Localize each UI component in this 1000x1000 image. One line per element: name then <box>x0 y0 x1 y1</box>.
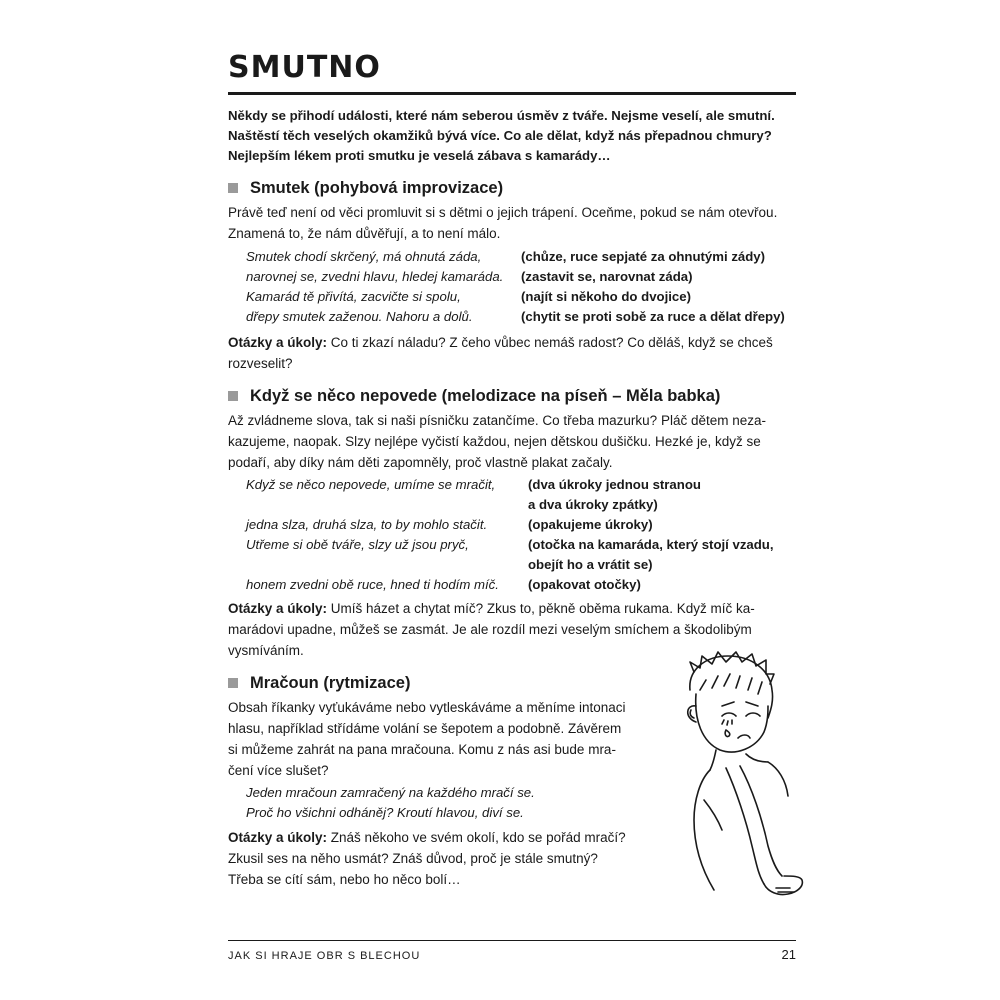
questions-text: Třeba se cítí sám, nebo ho něco bolí… <box>228 872 461 887</box>
verse-line <box>246 495 528 515</box>
section-title: Smutek (pohybová improvizace) <box>250 178 504 197</box>
verse-line: jedna slza, druhá slza, to by mohlo stačit. <box>246 517 488 532</box>
questions-label: Otázky a úkoly: <box>228 830 328 845</box>
intro-paragraph <box>228 106 796 166</box>
page-title: SMUTNO <box>228 50 381 85</box>
questions-text: Zkusil ses na něho usmát? Znáš důvod, proč je stále smutný? <box>228 851 598 866</box>
book-title-footer: JAK SI HRAJE OBR S BLECHOU <box>228 950 421 962</box>
verse-line: Utřeme si obě tváře, slzy už jsou pryč, <box>246 537 469 552</box>
action-note: (najít si někoho do dvojice) <box>521 289 691 304</box>
intro-line: Naštěstí těch veselých okamžiků bývá více. Co ale dělat, když nás přepadnou chmury? <box>228 128 772 143</box>
sad-child-illustration <box>660 650 810 900</box>
paragraph-line: čení více slušet? <box>228 763 329 778</box>
section-title: Když se něco nepovede (melodizace na píseň – Měla babka) <box>250 386 721 405</box>
paragraph-line: kazujeme, naopak. Slzy nejlépe vyčistí každou, nejen dětskou dušičku. Hezké je, když se <box>228 434 761 449</box>
verse-line: Smutek chodí skrčený, má ohnutá záda, <box>246 249 482 264</box>
square-bullet-icon <box>228 678 238 688</box>
questions-text: vysmíváním. <box>228 643 304 658</box>
paragraph-line: Právě teď není od věci promluvit si s dětmi o jejich trápení. Oceňme, pokud se nám otevřou. <box>228 205 778 220</box>
page-number: 21 <box>781 947 796 962</box>
questions-text: Znáš někoho ve svém okolí, kdo se pořád mračí? <box>327 830 626 845</box>
paragraph-line: si můžeme zahrát na pana mračouna. Komu z nás asi bude mra- <box>228 742 616 757</box>
paragraph-line: podaří, aby díky nám děti zapomněly, proč vlastně plakat začaly. <box>228 455 613 470</box>
action-note: obejít ho a vrátit se) <box>528 557 653 572</box>
questions-text: Co ti zkazí náladu? Z čeho vůbec nemáš radost? Co děláš, když se chceš <box>327 335 773 350</box>
verse-line: Jeden mračoun zamračený na každého mračí se. <box>246 785 535 800</box>
questions-text: marádovi upadne, můžeš se zasmát. Je ale rozdíl mezi veselým smíchem a škodolibým <box>228 622 752 637</box>
verse-line: Kamarád tě přivítá, zacvičte si spolu, <box>246 289 461 304</box>
section-paragraph <box>228 202 796 244</box>
action-note: (zastavit se, narovnat záda) <box>521 269 693 284</box>
verse-line: dřepy smutek zaženou. Nahoru a dolů. <box>246 309 473 324</box>
questions-label: Otázky a úkoly: <box>228 601 328 616</box>
section-title: Mračoun (rytmizace) <box>250 673 411 692</box>
action-note: a dva úkroky zpátky) <box>528 497 658 512</box>
questions-block <box>228 827 648 890</box>
paragraph-line: hlasu, například střídáme volání se šepotem a podobně. Závěrem <box>228 721 622 736</box>
verse-line <box>246 555 528 575</box>
questions-block <box>228 332 796 374</box>
action-note: (opakujeme úkroky) <box>528 517 653 532</box>
verse-line: honem zvedni obě ruce, hned ti hodím míč. <box>246 577 499 592</box>
action-note: (chůze, ruce sepjaté za ohnutými zády) <box>521 249 766 264</box>
paragraph-line: Až zvládneme slova, tak si naši písničku zatančíme. Co třeba mazurku? Pláč dětem neza- <box>228 413 766 428</box>
verse-line: Proč ho všichni odháněj? Kroutí hlavou, diví se. <box>246 805 524 820</box>
paragraph-line: Obsah říkanky vyťukáváme nebo vytleskáváme a měníme intonaci <box>228 700 626 715</box>
section-paragraph <box>228 697 648 781</box>
intro-line: Nejlepším lékem proti smutku je veselá zábava s kamarády… <box>228 148 611 163</box>
verse-block <box>246 247 796 327</box>
action-note: (otočka na kamaráda, který stojí vzadu, <box>528 537 774 552</box>
section-heading <box>228 176 796 200</box>
questions-label: Otázky a úkoly: <box>228 335 328 350</box>
verse-line: narovnej se, zvedni hlavu, hledej kamaráda. <box>246 269 504 284</box>
section-paragraph <box>228 410 796 473</box>
action-note: (opakovat otočky) <box>528 577 641 592</box>
verse-line: Když se něco nepovede, umíme se mračit, <box>246 477 496 492</box>
intro-line: Někdy se přihodí události, které nám seberou úsměv z tváře. Nejsme veselí, ale smutní. <box>228 108 775 123</box>
section-heading <box>228 384 796 408</box>
action-note: (chytit se proti sobě za ruce a dělat dřepy) <box>521 309 785 324</box>
footer-divider <box>228 940 796 941</box>
title-divider <box>228 92 796 95</box>
questions-text: rozveselit? <box>228 356 293 371</box>
square-bullet-icon <box>228 391 238 401</box>
paragraph-line: Znamená to, že nám důvěřují, a to není málo. <box>228 226 501 241</box>
square-bullet-icon <box>228 183 238 193</box>
verse-block <box>246 475 796 595</box>
action-note: (dva úkroky jednou stranou <box>528 477 701 492</box>
questions-text: Umíš házet a chytat míč? Zkus to, pěkně oběma rukama. Když míč ka- <box>327 601 755 616</box>
